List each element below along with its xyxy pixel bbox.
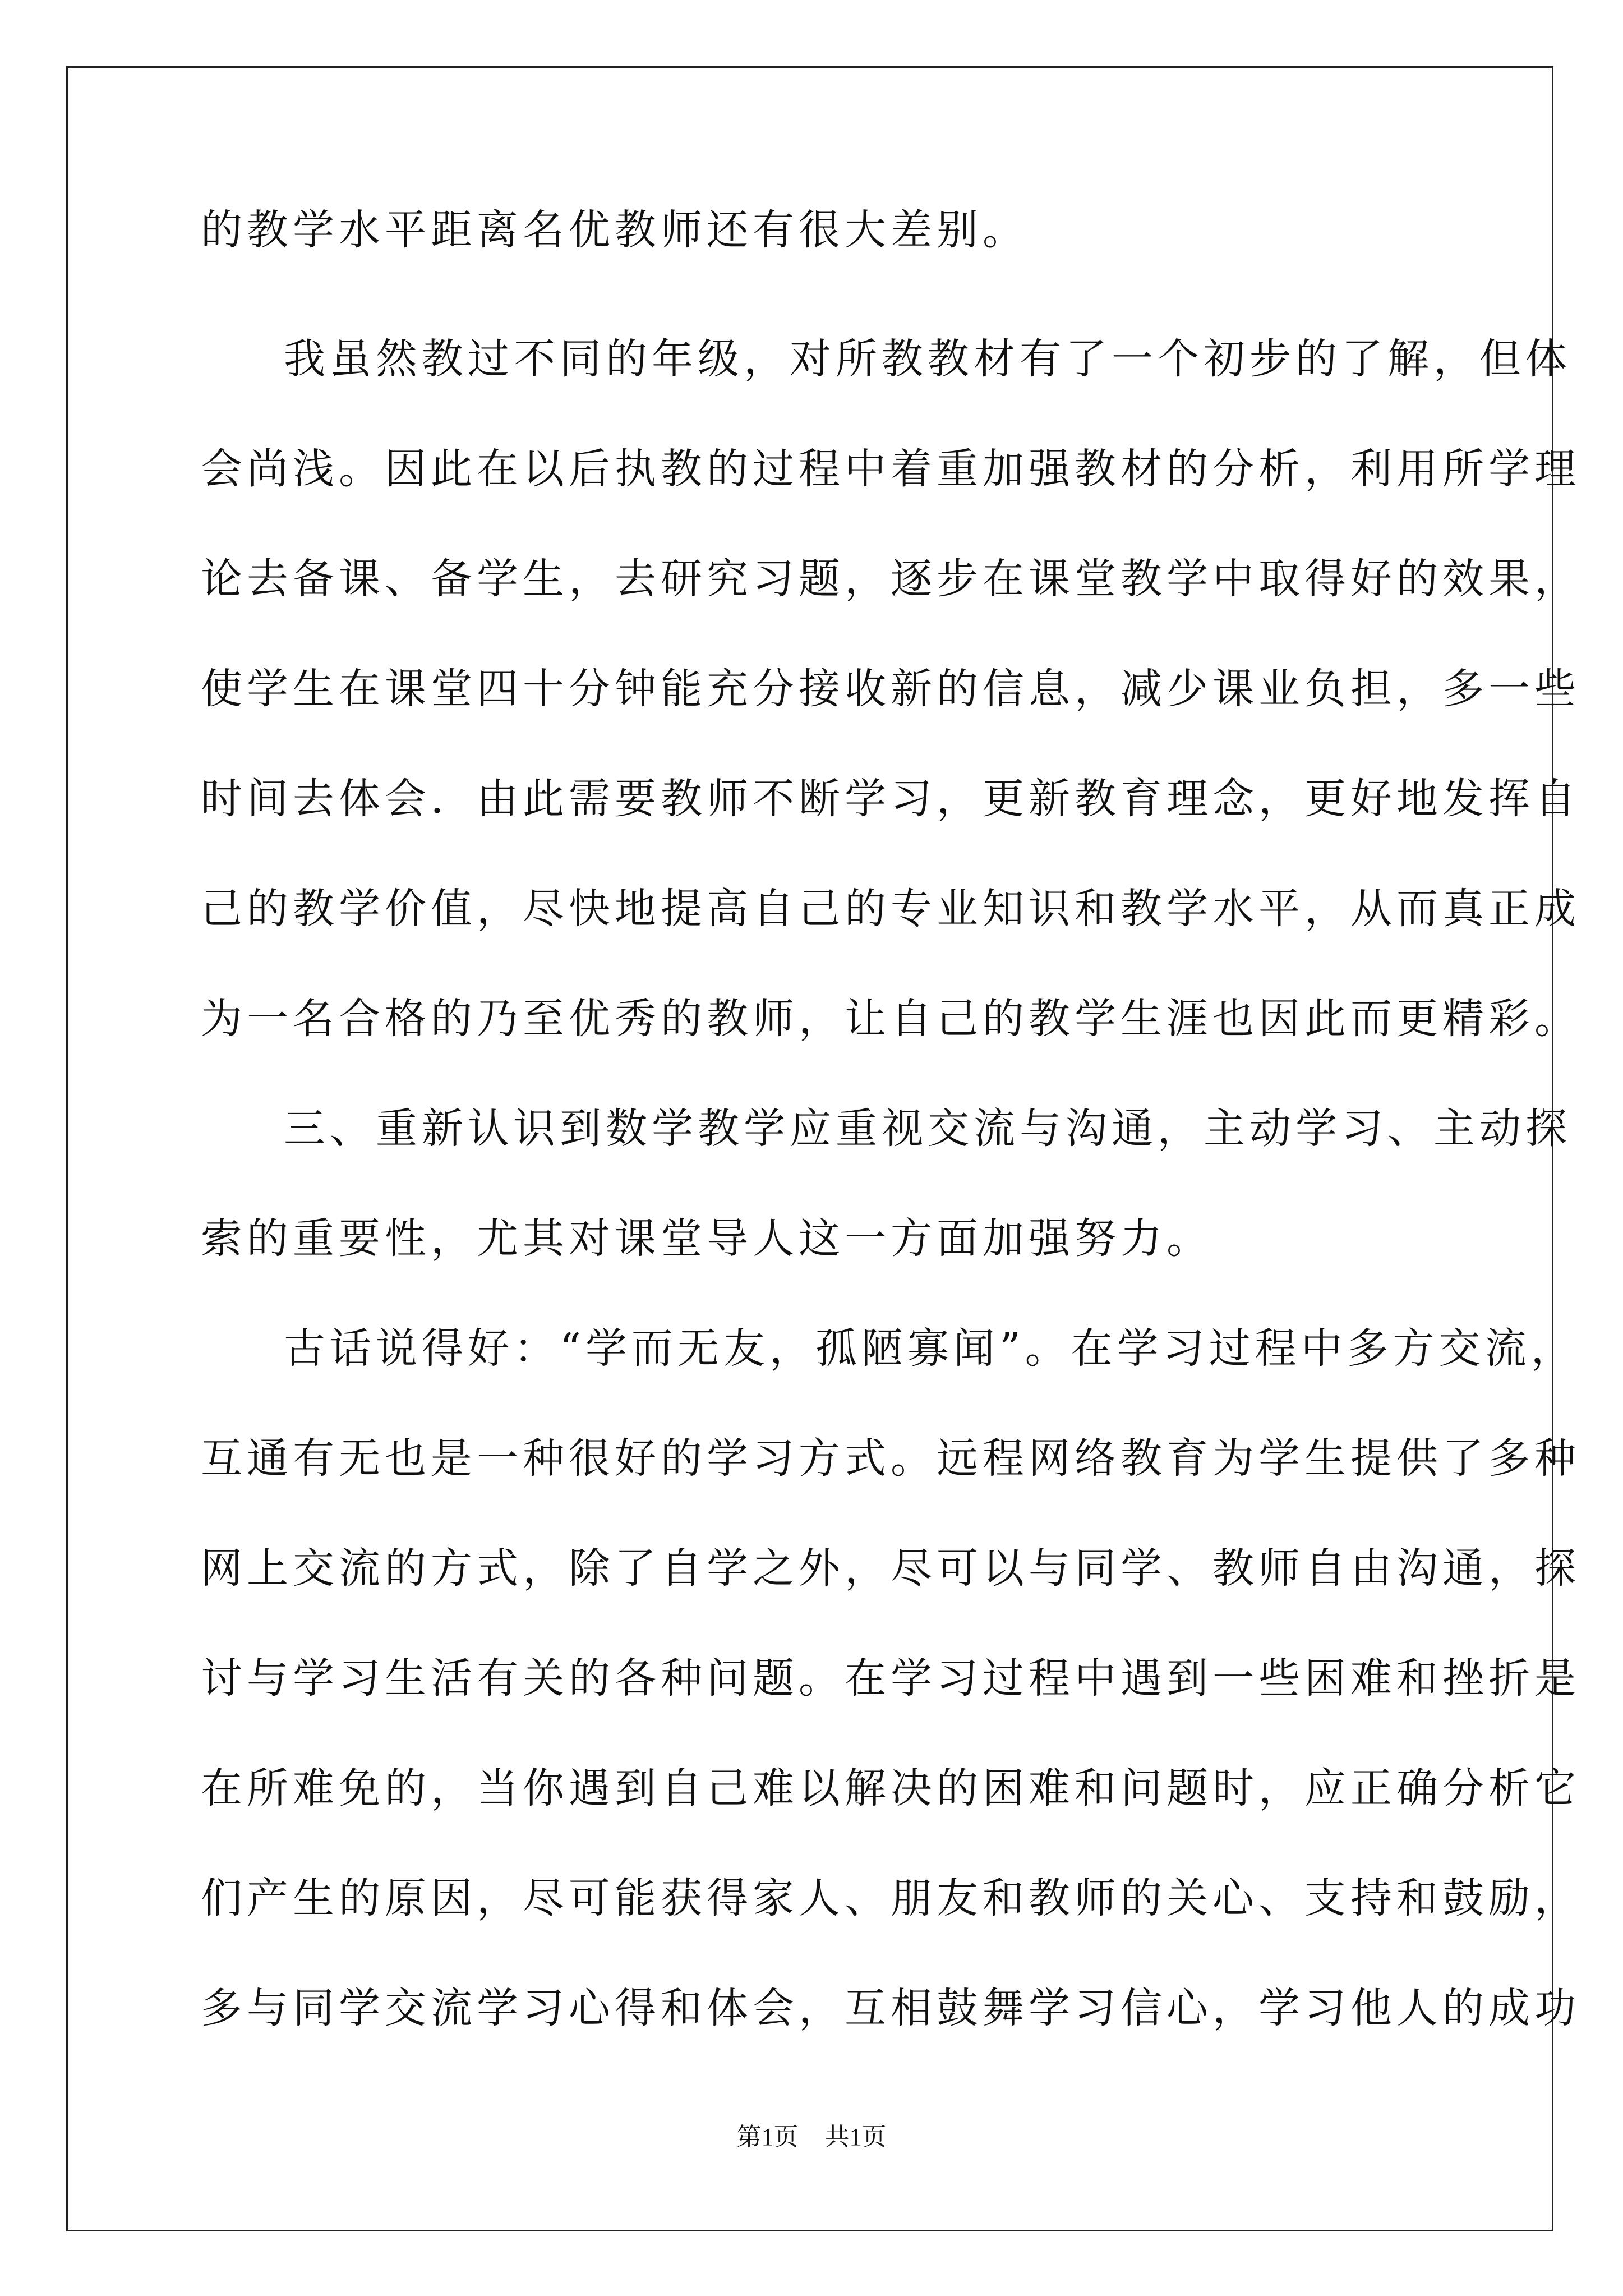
text-line: 古话说得好：“学而无友，孤陋寡闻”。在学习过程中多方交流， xyxy=(284,1324,1577,1373)
text-line: 使学生在课堂四十分钟能充分接收新的信息，减少课业负担，多一些 xyxy=(201,665,1580,713)
text-line: 三、重新认识到数学教学应重视交流与沟通，主动学习、主动探 xyxy=(284,1105,1571,1153)
page-number: 第1页 xyxy=(736,2123,799,2151)
text-line: 为一名合格的乃至优秀的教师，让自己的教学生涯也因此而更精彩。 xyxy=(201,995,1580,1043)
text-line: 会尚浅。因此在以后执教的过程中着重加强教材的分析，利用所学理 xyxy=(201,445,1580,493)
text-line: 在所难免的，当你遇到自己难以解决的困难和问题时，应正确分析它 xyxy=(201,1764,1580,1812)
text-line: 论去备课、备学生，去研究习题，逐步在课堂教学中取得好的效果， xyxy=(201,555,1580,603)
page-total: 共1页 xyxy=(824,2123,887,2151)
page-footer xyxy=(0,2120,1623,2154)
text-line: 互通有无也是一种很好的学习方式。远程网络教育为学生提供了多种 xyxy=(201,1434,1580,1483)
text-line: 们产生的原因，尽可能获得家人、朋友和教师的关心、支持和鼓励， xyxy=(201,1874,1580,1922)
text-line: 讨与学习生活有关的各种问题。在学习过程中遇到一些困难和挫折是 xyxy=(201,1654,1580,1703)
text-line: 网上交流的方式，除了自学之外，尽可以与同学、教师自由沟通，探 xyxy=(201,1544,1580,1593)
text-line: 多与同学交流学习心得和体会，互相鼓舞学习信心，学习他人的成功 xyxy=(201,1984,1580,2032)
text-line: 索的重要性，尤其对课堂导人这一方面加强努力。 xyxy=(201,1214,1212,1263)
text-line: 时间去体会．由此需要教师不断学习，更新教育理念，更好地发挥自 xyxy=(201,775,1580,823)
text-line: 己的教学价值，尽快地提高自己的专业知识和教学水平，从而真正成 xyxy=(201,885,1580,933)
text-line: 的教学水平距离名优教师还有很大差别。 xyxy=(201,206,1029,254)
text-line: 我虽然教过不同的年级，对所教教材有了一个初步的了解，但体 xyxy=(284,335,1571,383)
